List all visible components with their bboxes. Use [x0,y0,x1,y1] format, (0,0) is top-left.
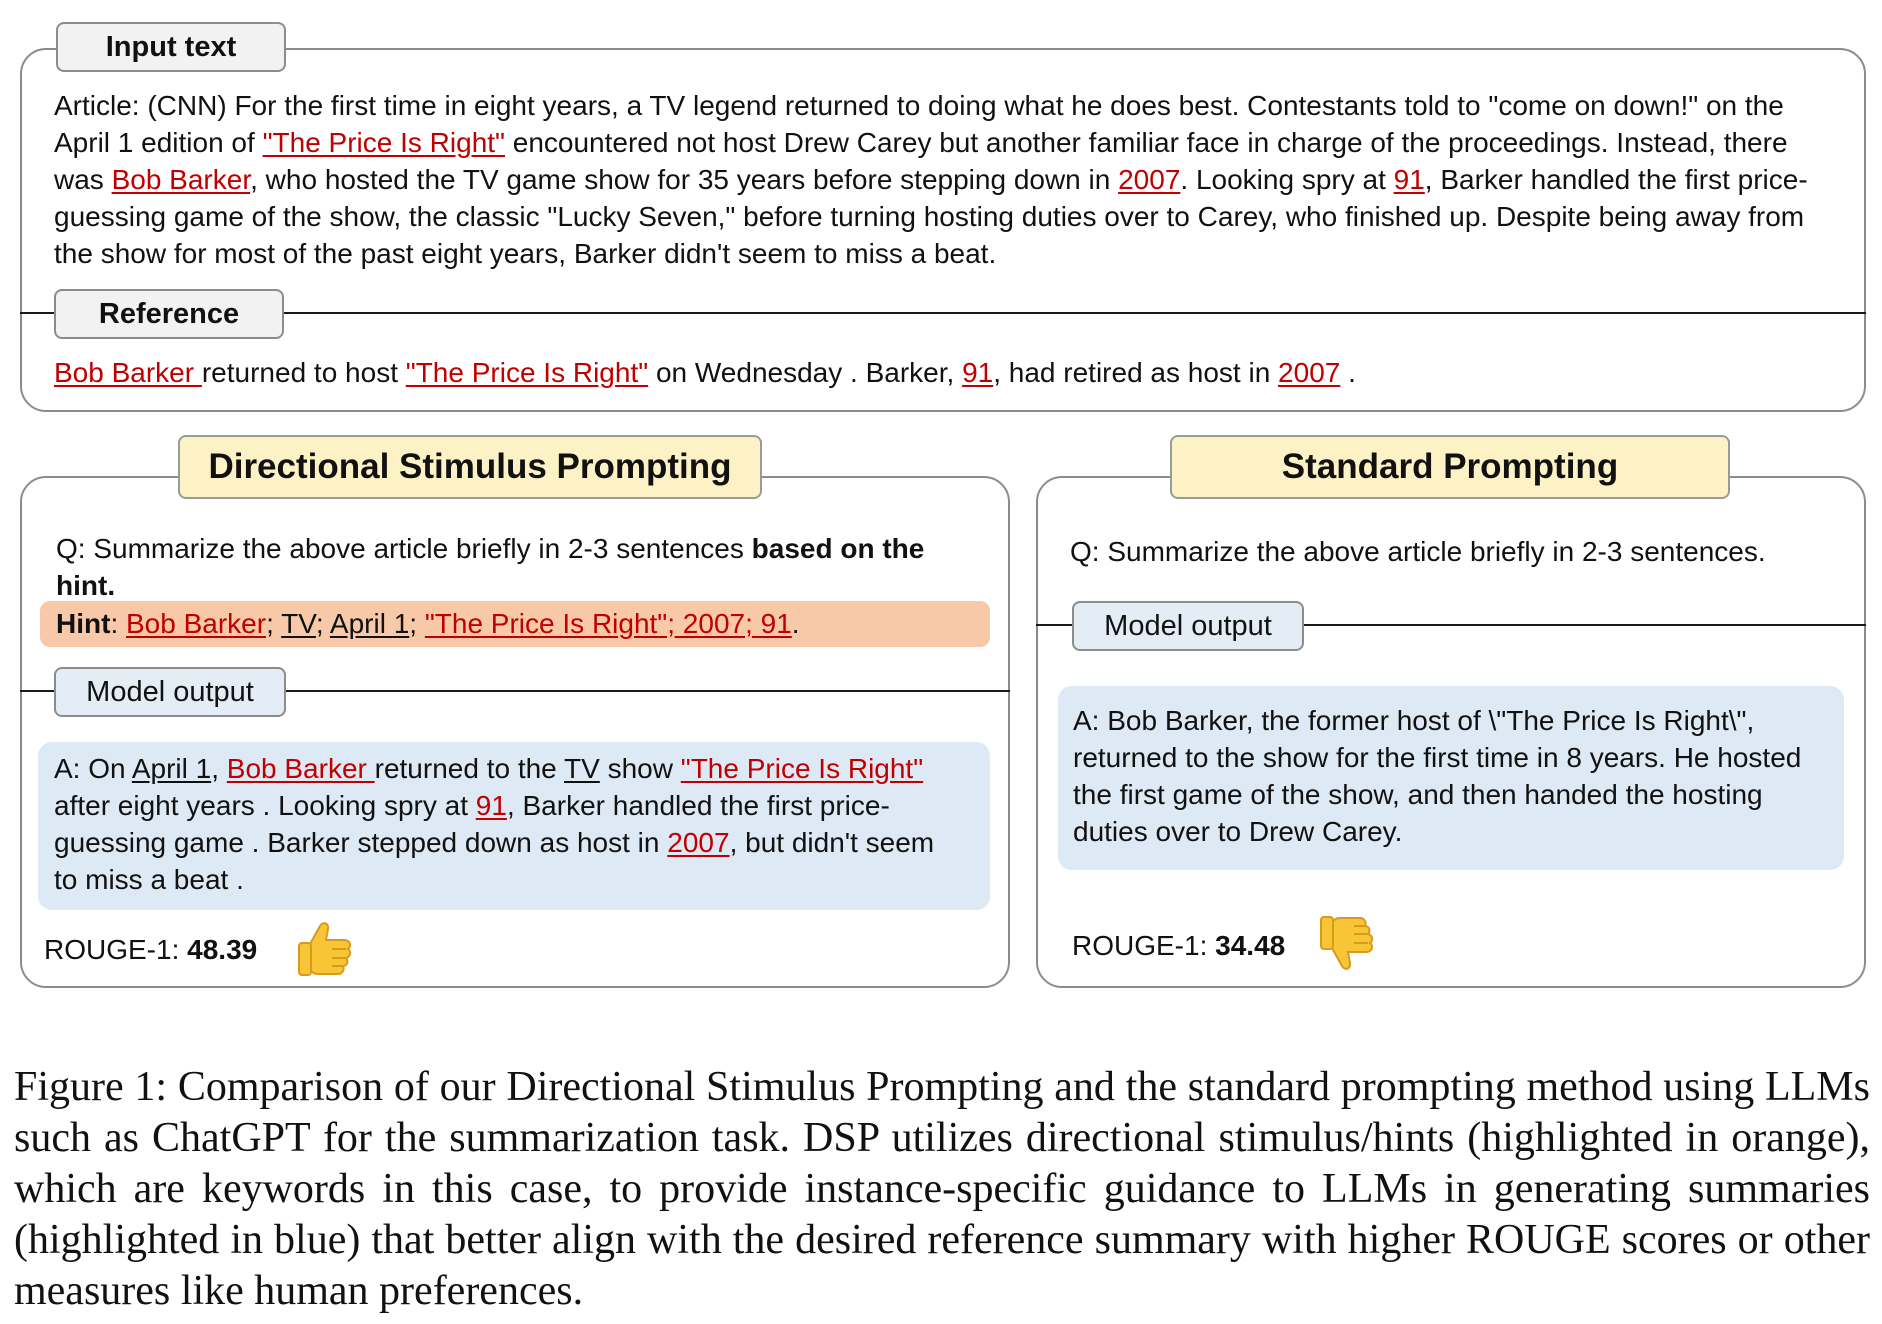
text-run: . Looking spry at [1180,164,1394,195]
text-run: ; [315,608,330,639]
standard-rouge: ROUGE-1: 34.48 [1072,930,1286,961]
article-text [54,87,1844,272]
keyword-highlight: 91 [962,357,994,388]
reference-divider [20,312,1866,314]
text-run: , who hosted the TV game show for 35 years before stepping down in [250,164,1119,195]
text-run: after eight years . Looking spry at [54,790,476,821]
dsp-title: Directional Stimulus Prompting [178,435,762,499]
keyword-highlight: 91 [1393,164,1425,195]
dsp-model-output-label: Model output [54,667,286,717]
text-run: returned to host [201,357,406,388]
text-run: returned to the [374,753,565,784]
reference-label: Reference [54,289,284,339]
keyword-highlight: Bob Barker [54,357,202,388]
text-run: , [211,753,227,784]
text-run: : [110,608,126,639]
standard-answer: A: Bob Barker, the former host of \"The Price Is Right\", returned to the show for the first time in 8 years. He hosted the first game of the show, and then handed the hosting duties over to Drew Carey. [1073,705,1802,847]
underlined-term: TV [564,753,600,784]
keyword-highlight: Bob Barker [111,164,251,195]
text-run: , had retired as host in [993,357,1279,388]
dsp-rouge: ROUGE-1: 48.39 [44,934,258,965]
underlined-term: April 1 [131,753,212,784]
thumbs-down-icon [1318,914,1376,974]
text-run: on Wednesday . Barker, [648,357,963,388]
dsp-answer [54,750,959,898]
text-run: show [599,753,681,784]
standard-question: Q: Summarize the above article briefly in 2-3 sentences. [1070,536,1766,567]
standard-model-output-label: Model output [1072,601,1304,651]
dsp-question: Q: Summarize the above article briefly in 2-3 sentences based on the hint. [56,533,925,601]
keyword-highlight: "The Price Is Right" [405,357,649,388]
keyword-highlight: Bob Barker [226,753,375,784]
hint-text: Hint: Bob Barker; TV; April 1; "The Price Is Right"; 2007; 91. [56,608,800,639]
text-run: , but didn't seem to miss a beat . [54,827,935,895]
reference-text [54,354,1844,391]
text-run: encountered not host Drew Carey but another familiar face in charge of the proceedings. Instead, there was [54,127,1788,195]
figure-caption: Figure 1: Comparison of our Directional Stimulus Prompting and the standard prompting method using LLMs such as ChatGPT for the summarization task. DSP utilizes directional stimulus/hints (highlighted in orange), which are keywords in this case, to provide instance-specific guidance to LLMs in generating summaries (highlighted in blue) that better align with the desired reference summary with higher ROUGE scores or other measures like human preferences. [14,1064,1870,1314]
text-run: ; [266,608,282,639]
keyword-highlight: "The Price Is Right" [680,753,924,784]
text-run: , Barker handled the first price-guessing game of the show, the classic "Lucky Seven," before turning hosting duties over to Carey, who finished up. Despite being away from the show for most of the past eight years, Barker didn't seem to miss a beat. [54,164,1808,269]
underlined-term: TV [281,608,316,639]
text-run: ; [409,608,425,639]
keyword-highlight: Bob Barker [126,608,267,639]
underlined-term: April 1 [329,608,410,639]
keyword-highlight: "The Price Is Right" [262,127,505,158]
keyword-highlight: 2007 [1118,164,1181,195]
keyword-highlight: 2007 [667,827,730,858]
thumbs-up-icon [296,918,354,978]
keyword-highlight: 91 [475,790,507,821]
text-run: . [791,608,800,639]
keyword-highlight: 2007 [1278,357,1341,388]
input-text-label: Input text [56,22,286,72]
text-run: . [1340,357,1356,388]
text-run: , Barker handled the first price-guessing game . Barker stepped down as host in [54,790,890,858]
text-run: A: On [54,753,132,784]
keyword-highlight: "The Price Is Right"; 2007; 91 [424,608,792,639]
standard-title: Standard Prompting [1170,435,1730,499]
text-run: Article: (CNN) For the first time in eight years, a TV legend returned to doing what he does best. Contestants told to "come on down!" on the April 1 edition of [54,90,1784,158]
